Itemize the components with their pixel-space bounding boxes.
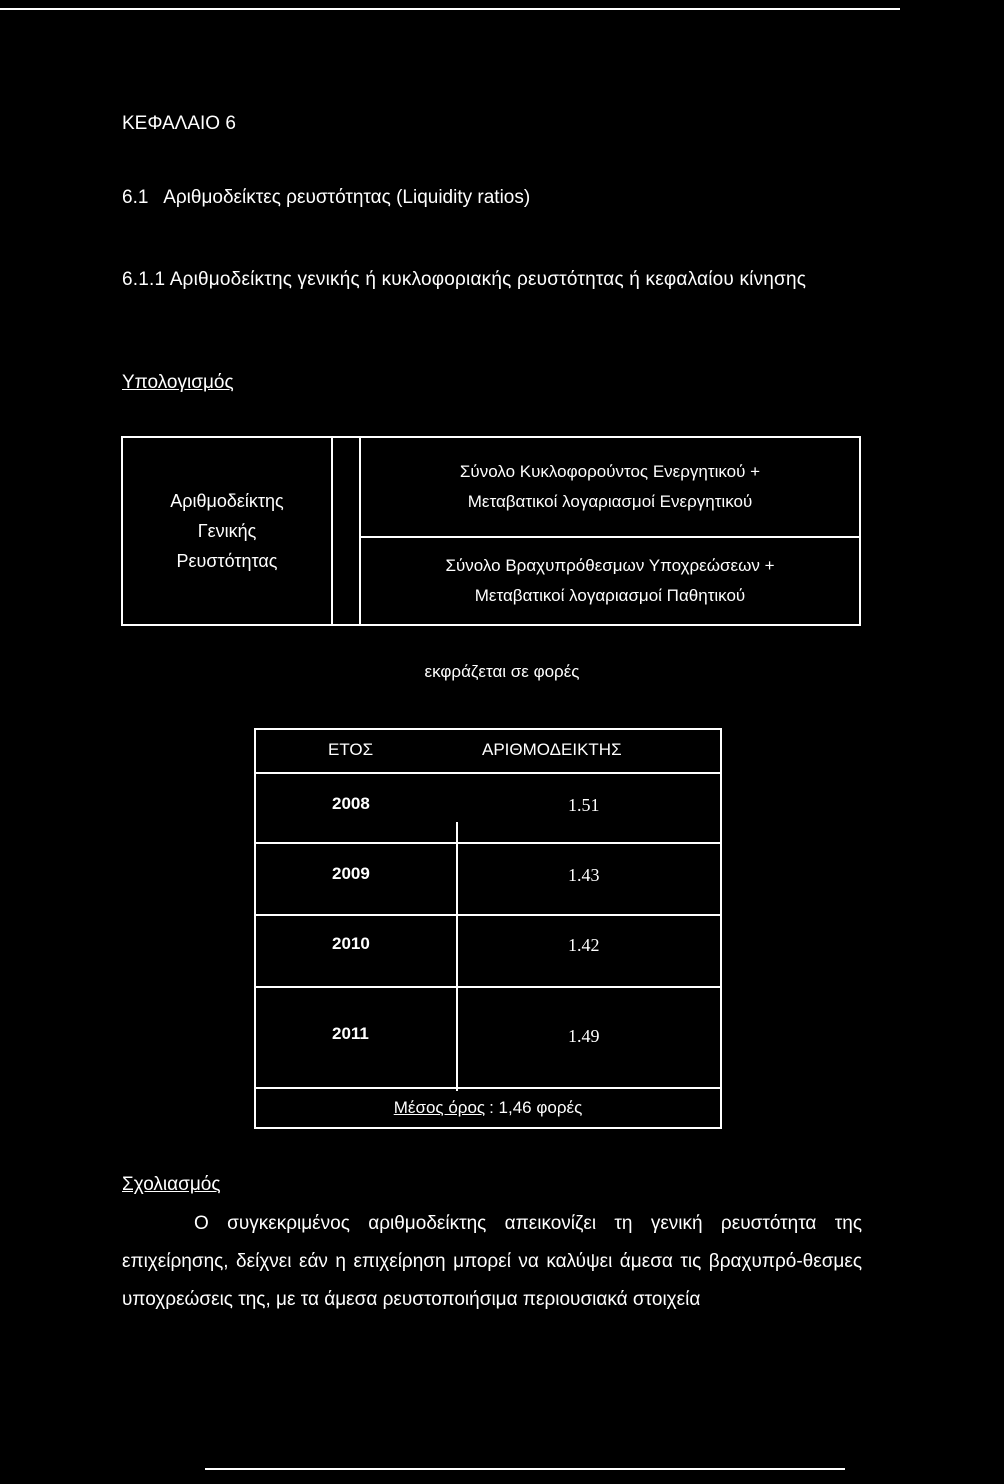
top-rule xyxy=(0,8,900,10)
average-label: Μέσος όρος xyxy=(393,1098,486,1117)
formula-denominator xyxy=(361,538,859,624)
chapter-heading: ΚΕΦΑΛΑΙΟ 6 xyxy=(122,113,236,134)
unit-note: εκφράζεται σε φορές xyxy=(424,662,580,681)
formula-box xyxy=(121,436,861,626)
ratio-name-line: Ρευστότητας xyxy=(176,551,278,571)
ratio-name-line: Γενικής xyxy=(197,521,257,541)
table-row xyxy=(256,844,720,916)
numerator-line: Σύνολο Κυκλοφορούντος Ενεργητικού + xyxy=(459,462,761,481)
year-cell: 2008 xyxy=(332,794,370,813)
year-column-header: ΕΤΟΣ xyxy=(328,740,374,759)
denominator-line: Σύνολο Βραχυπρόθεσμων Υποχρεώσεων + xyxy=(445,556,775,575)
ratio-name xyxy=(123,438,333,624)
comment-paragraph xyxy=(122,1205,862,1319)
year-cell: 2010 xyxy=(332,934,370,953)
section-heading: 6.1 Αριθμοδείκτες ρευστότητας (Liquidity ratios) xyxy=(122,187,531,208)
ratio-cell: 1.43 xyxy=(568,865,600,885)
table-header xyxy=(256,730,720,774)
table-row xyxy=(256,774,720,844)
year-cell: 2009 xyxy=(332,864,370,883)
formula-divider xyxy=(331,438,361,624)
bottom-rule xyxy=(205,1468,845,1470)
comment-text: Ο συγκεκριμένος αριθμοδείκτης απεικονίζει τη γενική ρευστότητα της επιχείρησης, δείχνει εάν η επιχείρηση μπορεί να καλύψει άμεσα τις βραχυπρό-θεσμες υποχρεώσεις της, με τα άμεσα ρευστοποιήσιμα περιουσιακά στοιχεία xyxy=(122,1213,862,1310)
table-row xyxy=(256,988,720,1088)
ratio-cell: 1.49 xyxy=(568,1026,600,1046)
ratio-table xyxy=(254,728,722,1129)
table-row xyxy=(256,916,720,988)
ratio-cell: 1.42 xyxy=(568,935,600,955)
ratio-column-header: ΑΡΙΘΜΟΔΕΙΚΤΗΣ xyxy=(482,740,622,759)
subsection-heading: 6.1.1 Αριθμοδείκτης γενικής ή κυκλοφοριακής ρευστότητας ή κεφαλαίου κίνησης xyxy=(122,269,807,290)
denominator-line: Μεταβατικοί λογαριασμοί Παθητικού xyxy=(474,586,746,605)
numerator-line: Μεταβατικοί λογαριασμοί Ενεργητικού xyxy=(467,492,753,511)
ratio-name-line: Αριθμοδείκτης xyxy=(170,491,284,511)
formula-numerator xyxy=(361,438,859,538)
calculation-heading: Υπολογισμός xyxy=(122,372,234,393)
average-row xyxy=(256,1087,720,1127)
ratio-cell: 1.51 xyxy=(568,795,600,815)
average-value: : 1,46 φορές xyxy=(489,1098,583,1117)
year-cell: 2011 xyxy=(332,1024,369,1043)
comment-heading: Σχολιασμός xyxy=(122,1174,221,1195)
